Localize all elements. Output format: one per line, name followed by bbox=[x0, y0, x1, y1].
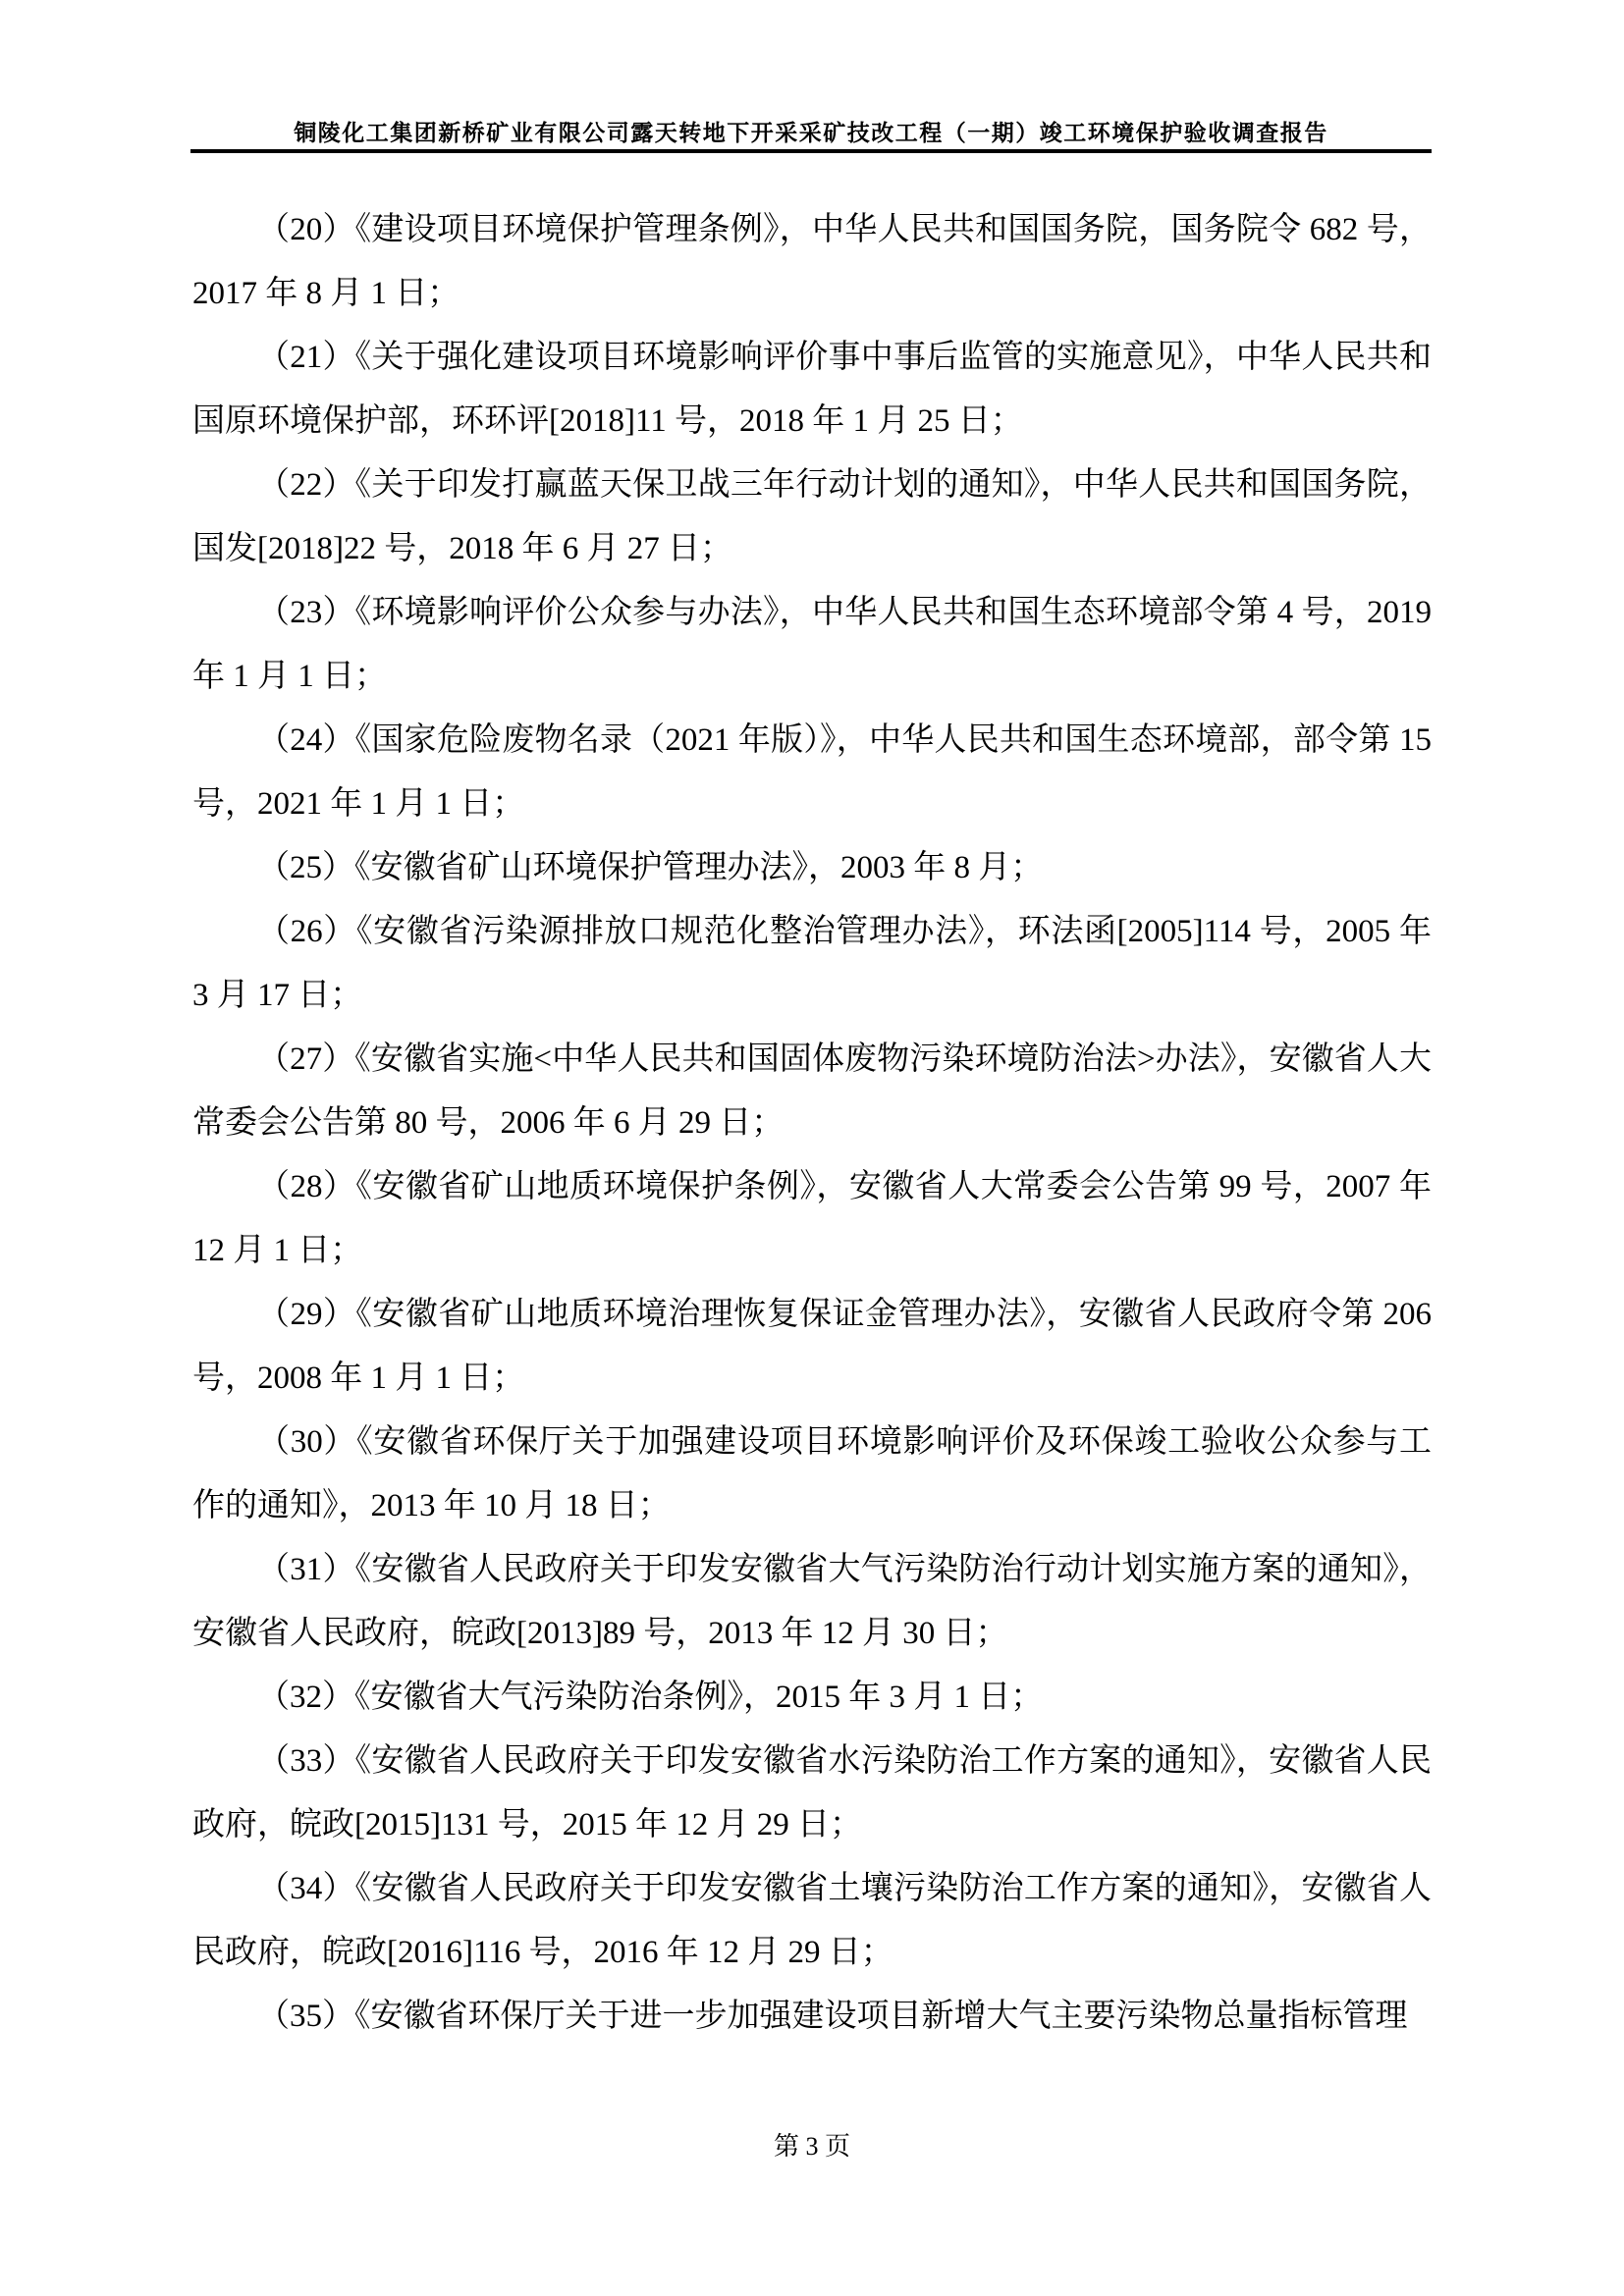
running-header-title: 铜陵化工集团新桥矿业有限公司露天转地下开采采矿技改工程（一期）竣工环境保护验收调查报告 bbox=[294, 121, 1328, 145]
legal-reference-item: （32）《安徽省大气污染防治条例》，2015 年 3 月 1 日； bbox=[257, 1680, 1044, 1715]
legal-reference-item: （29）《安徽省矿山地质环境治理恢复保证金管理办法》，安徽省人民政府令第 206 号，2008 年 1 月 1 日； bbox=[192, 1297, 1433, 1396]
document-body bbox=[192, 198, 1432, 2049]
legal-reference-item: （34）《安徽省人民政府关于印发安徽省土壤污染防治工作方案的通知》，安徽省人民政府，皖政[2016]116 号，2016 年 12 月 29 日； bbox=[192, 1871, 1432, 1970]
legal-reference-item: （33）《安徽省人民政府关于印发安徽省水污染防治工作方案的通知》，安徽省人民政府，皖政[2015]131 号，2015 年 12 月 29 日； bbox=[192, 1743, 1432, 1842]
legal-reference-item: （23）《环境影响评价公众参与办法》，中华人民共和国生态环境部令第 4 号，2019 年 1 月 1 日； bbox=[192, 595, 1432, 694]
legal-reference-item: （20）《建设项目环境保护管理条例》，中华人民共和国国务院，国务院令 682 号，2017 年 8 月 1 日； bbox=[192, 212, 1432, 311]
legal-reference-item: （22）《关于印发打赢蓝天保卫战三年行动计划的通知》，中华人民共和国国务院，国发[2018]22 号，2018 年 6 月 27 日； bbox=[192, 467, 1432, 566]
header-rule bbox=[190, 149, 1432, 153]
legal-reference-item: （27）《安徽省实施<中华人民共和国固体废物污染环境防治法>办法》，安徽省人大常委会公告第 80 号，2006 年 6 月 29 日； bbox=[192, 1041, 1432, 1141]
legal-reference-item: （24）《国家危险废物名录（2021 年版）》，中华人民共和国生态环境部，部令第 15 号，2021 年 1 月 1 日； bbox=[192, 722, 1433, 822]
page-number: 第 3 页 bbox=[773, 2132, 850, 2161]
page-footer bbox=[0, 2132, 1624, 2162]
legal-reference-item: （28）《安徽省矿山地质环境保护条例》，安徽省人大常委会公告第 99 号，2007 年 12 月 1 日； bbox=[192, 1169, 1432, 1268]
legal-reference-item: （26）《安徽省污染源排放口规范化整治管理办法》，环法函[2005]114 号，2005 年 3 月 17 日； bbox=[192, 914, 1432, 1013]
legal-reference-item: （35）《安徽省环保厅关于进一步加强建设项目新增大气主要污染物总量指标管理 bbox=[257, 1999, 1408, 2034]
legal-reference-item: （21）《关于强化建设项目环境影响评价事中事后监管的实施意见》，中华人民共和国原环境保护部，环环评[2018]11 号，2018 年 1 月 25 日； bbox=[192, 340, 1432, 439]
legal-reference-item: （31）《安徽省人民政府关于印发安徽省大气污染防治行动计划实施方案的通知》，安徽省人民政府，皖政[2013]89 号，2013 年 12 月 30 日； bbox=[192, 1552, 1432, 1651]
legal-reference-item: （30）《安徽省环保厅关于加强建设项目环境影响评价及环保竣工验收公众参与工作的通知》，2013 年 10 月 18 日； bbox=[192, 1424, 1432, 1523]
legal-reference-item: （25）《安徽省矿山环境保护管理办法》，2003 年 8 月； bbox=[257, 850, 1044, 885]
